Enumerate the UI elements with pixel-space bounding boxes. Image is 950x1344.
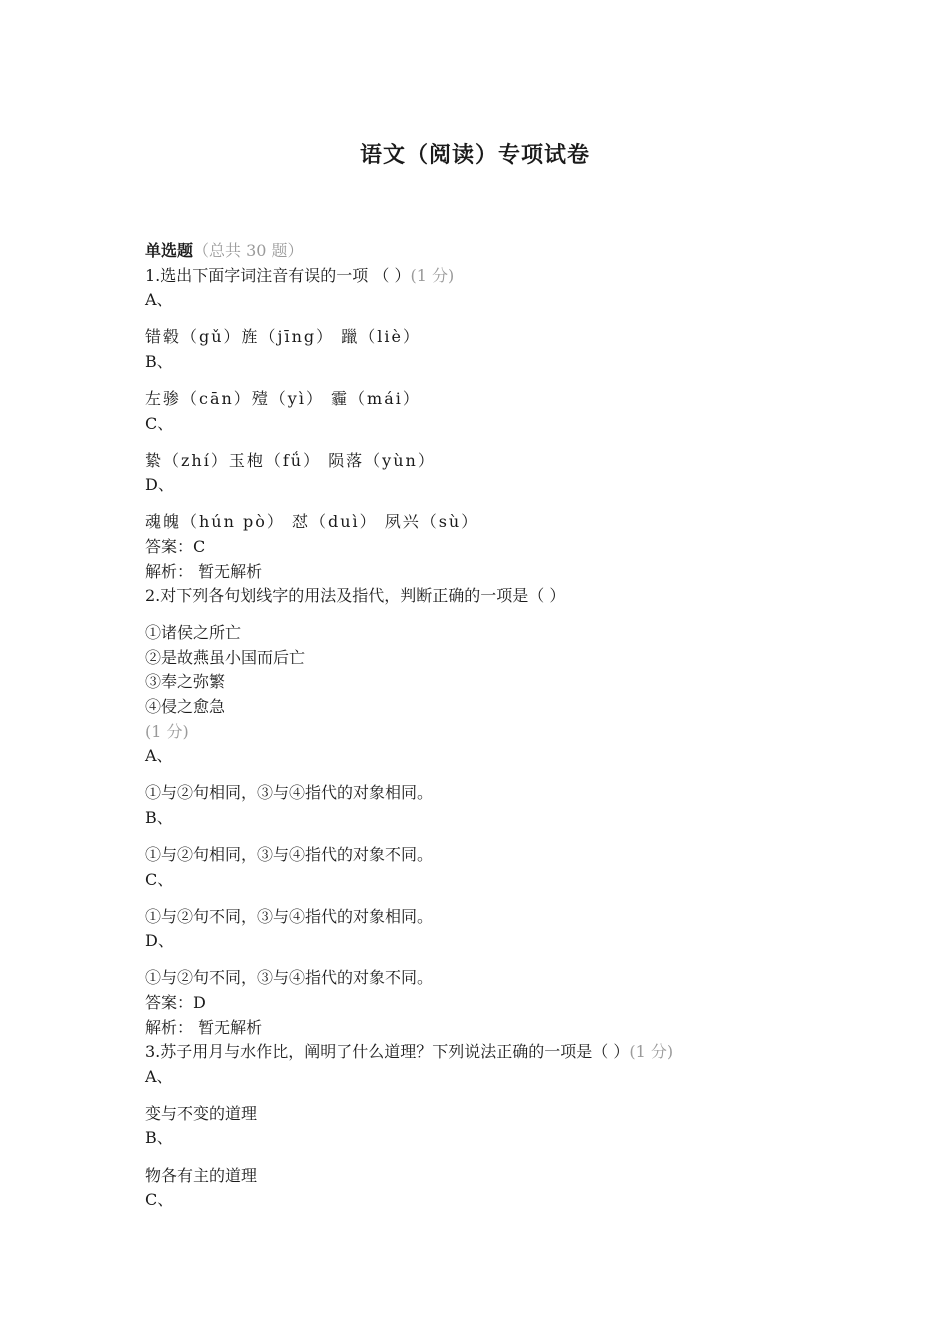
question-1 — [145, 264, 845, 585]
analysis-line: 解析： 暂无解析 — [145, 561, 263, 581]
question-points: (1 分) — [145, 721, 189, 741]
option-text: ①与②句相同，③与④指代的对象相同。 — [145, 783, 434, 803]
option-text: 魂魄（hún pò） 怼（duì） 夙兴（sù） — [145, 512, 480, 532]
option-letter: A、 — [145, 746, 173, 766]
option-text: ①与②句不同，③与④指代的对象不同。 — [145, 968, 434, 988]
stem-sentence: ②是故燕虽小国而后亡 — [145, 647, 306, 667]
option-letter: B、 — [145, 1128, 173, 1148]
option-text: ①与②句不同，③与④指代的对象相同。 — [145, 906, 434, 926]
question-list — [145, 239, 845, 1213]
question-stem: 1.选出下面字词注音有误的一项 （ ）(1 分) — [145, 265, 455, 285]
question-stem: 3.苏子用月与水作比，阐明了什么道理？下列说法正确的一项是（ ）(1 分) — [145, 1042, 674, 1062]
option-text: ①与②句相同，③与④指代的对象不同。 — [145, 844, 434, 864]
analysis-line: 解析： 暂无解析 — [145, 1017, 263, 1037]
question-points: (1 分) — [410, 265, 455, 285]
option-text: 左骖（cān）殪（yì） 霾（mái） — [145, 388, 421, 408]
option-letter: C、 — [145, 869, 174, 889]
option-letter: D、 — [145, 475, 174, 495]
section-note: （总共 30 题） — [193, 241, 304, 260]
option-letter: A、 — [145, 290, 173, 310]
option-letter: D、 — [145, 931, 174, 951]
question-points: (1 分) — [629, 1042, 674, 1062]
section-header — [145, 239, 845, 264]
option-text: 变与不变的道理 — [145, 1103, 258, 1123]
stem-sentence: ①诸侯之所亡 — [145, 623, 242, 643]
question-2 — [145, 584, 845, 1040]
page-title: 语文（阅读）专项试卷 — [359, 142, 590, 168]
option-text: 错毂（gǔ）旌（jīng） 躐（liè） — [145, 327, 421, 347]
option-text: 絷（zhí）玉枹（fǘ） 陨落（yùn） — [145, 450, 436, 470]
option-letter: C、 — [145, 413, 174, 433]
answer-line: 答案：C — [145, 536, 206, 556]
stem-sentence: ③奉之弥繁 — [145, 672, 226, 692]
section-label: 单选题 — [145, 241, 194, 260]
option-text: 物各有主的道理 — [145, 1165, 258, 1185]
stem-sentence: ④侵之愈急 — [145, 697, 226, 716]
answer-line: 答案：D — [145, 992, 206, 1012]
option-letter: C、 — [145, 1190, 174, 1210]
option-letter: B、 — [145, 807, 173, 827]
question-3 — [145, 1040, 845, 1213]
option-letter: B、 — [145, 351, 173, 371]
question-stem: 2.对下列各句划线字的用法及指代，判断正确的一项是（ ） — [145, 586, 566, 606]
option-letter: A、 — [145, 1066, 173, 1086]
